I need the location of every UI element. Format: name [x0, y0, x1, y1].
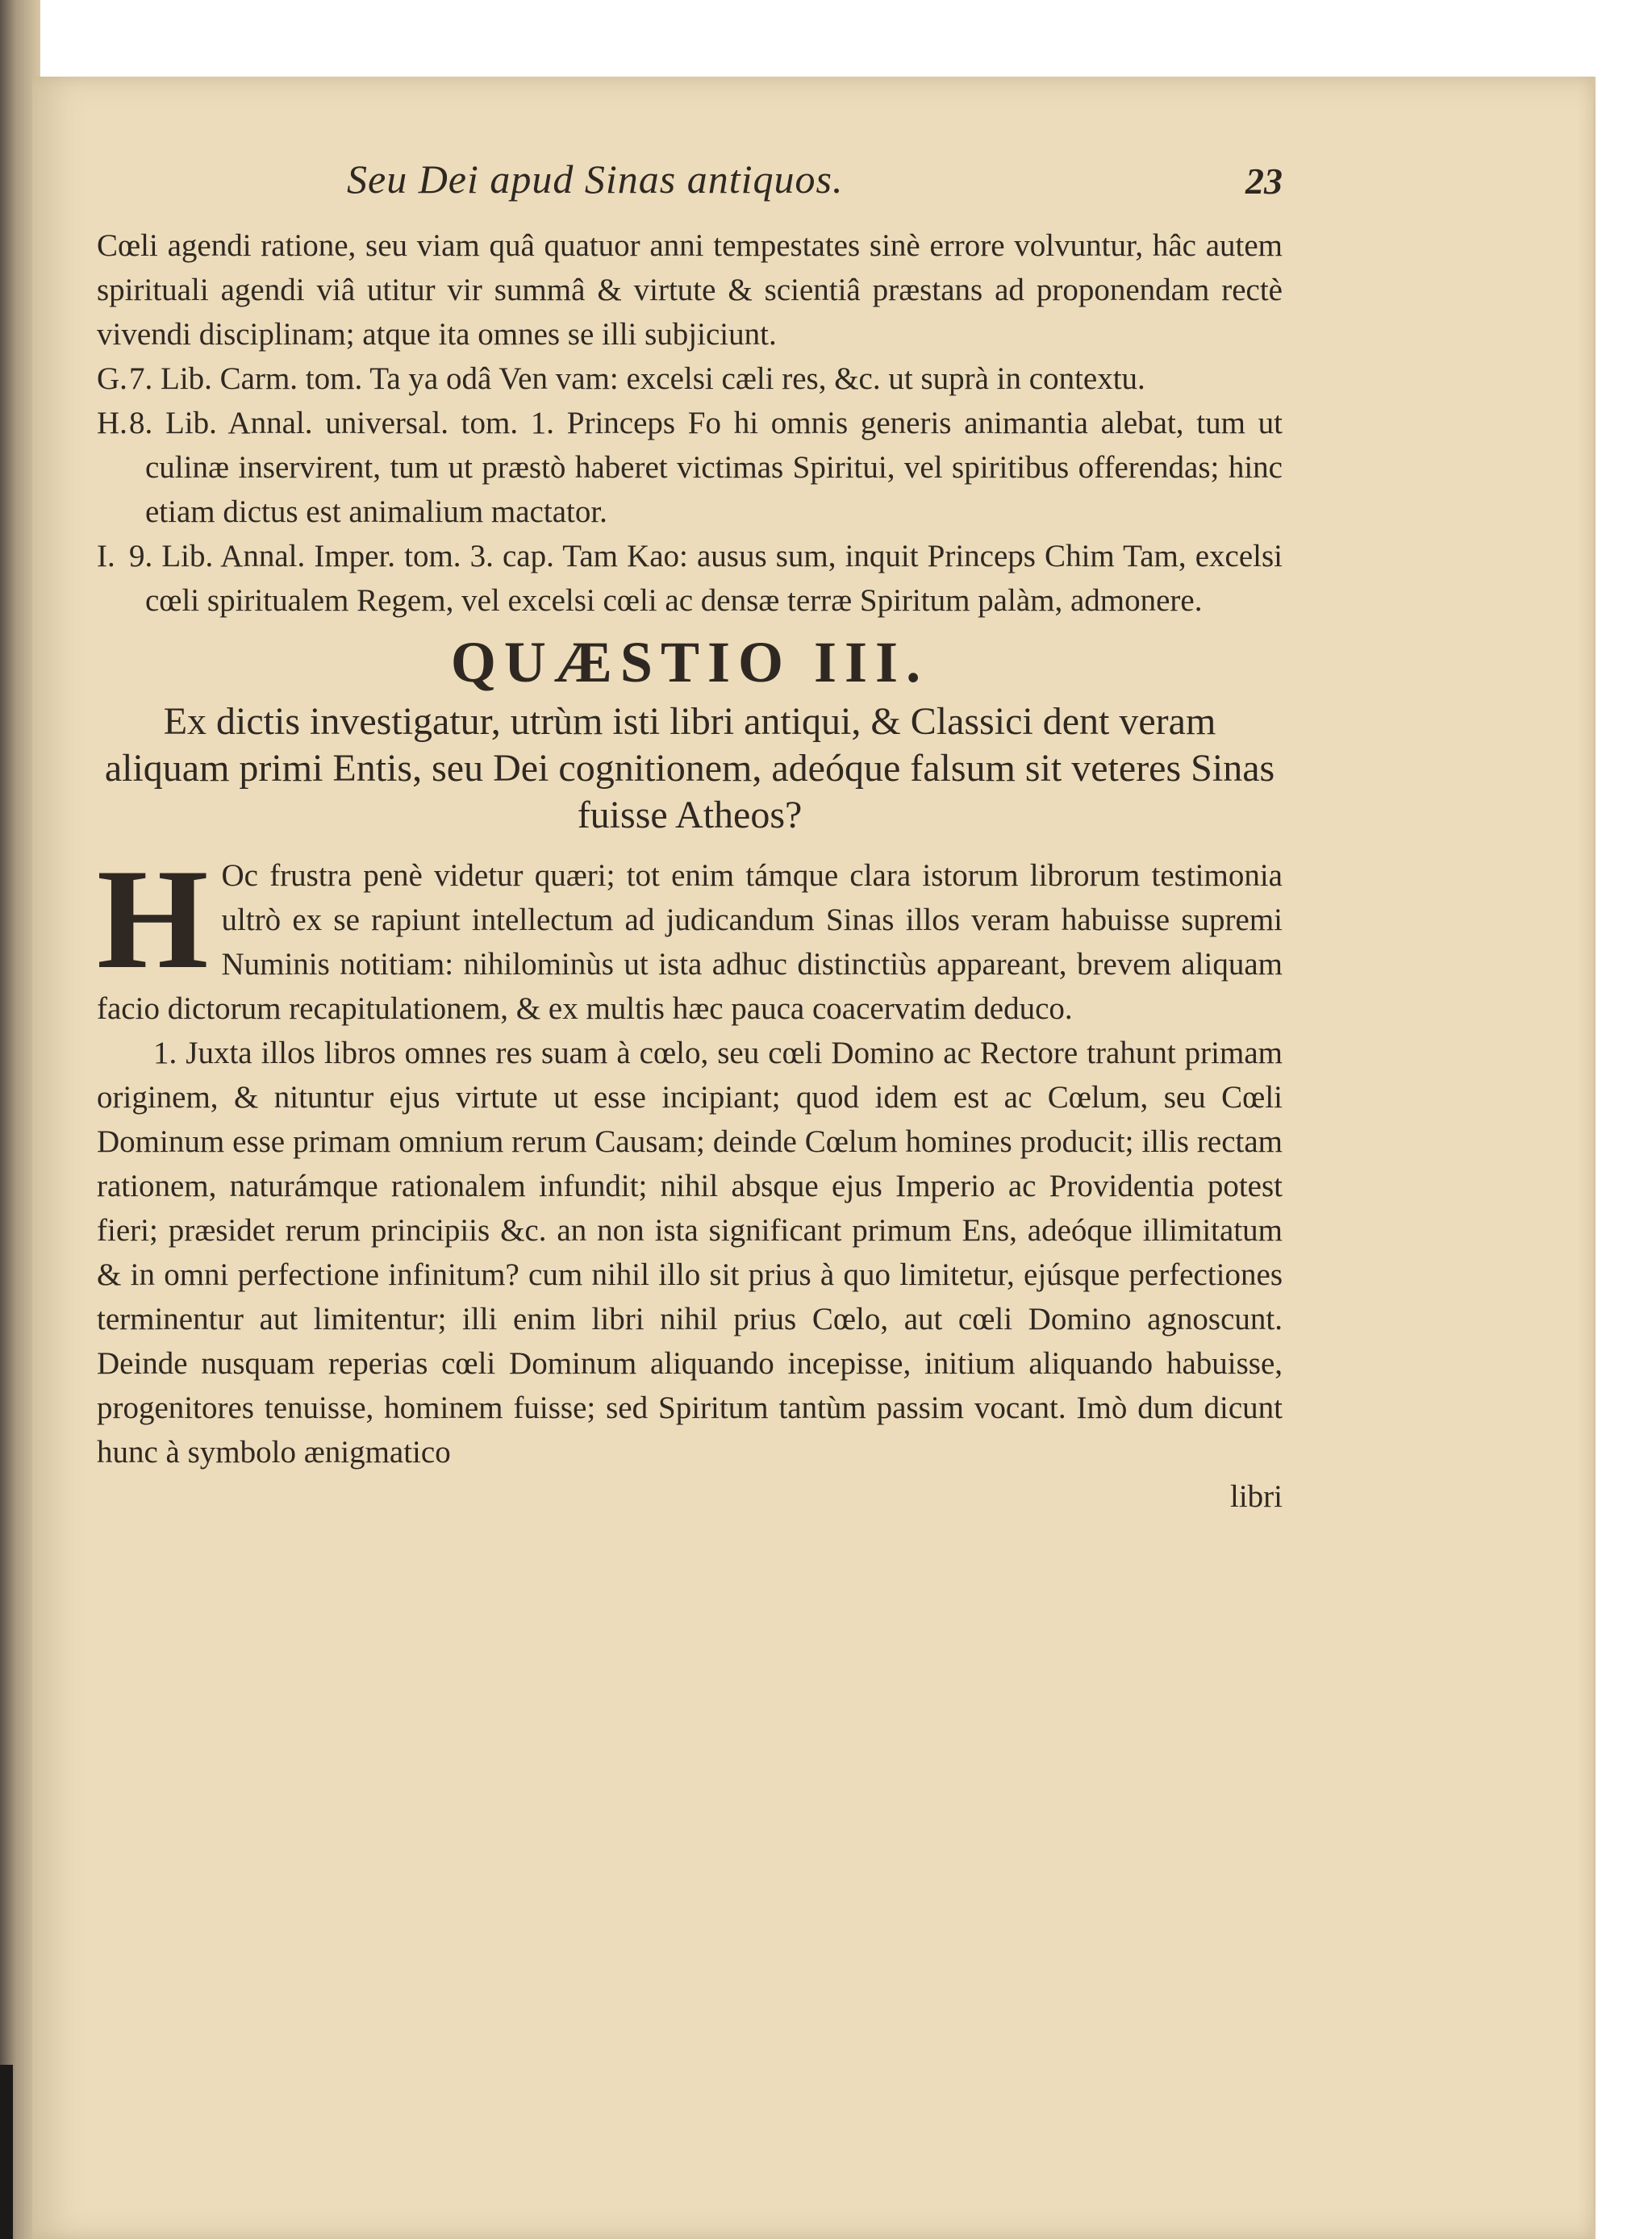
body-paragraph-1 — [97, 839, 1283, 1031]
body-paragraph-1-text: Oc frustra penè videtur quæri; tot enim támque clara istorum librorum testimonia ultrò ex se rapiunt intellectum ad judicandum Sinas illos veram habuisse supremi Numinis notitiam: nihilominùs ut ista adhuc distinctiùs appareant, brevem aliquam facio dictorum recapitulationem, & ex multis hæc pauca coacervatim deduco. — [97, 858, 1283, 1026]
note-label: H. — [97, 406, 127, 440]
running-title: Seu Dei apud Sinas antiquos. — [347, 156, 844, 202]
note-g — [97, 356, 1283, 401]
drop-cap: H — [97, 839, 209, 999]
catchword: libri — [1230, 1479, 1283, 1514]
note-h — [97, 401, 1283, 534]
body-paragraph-2: 1. Juxta illos libros omnes res suam à cœlo, seu cœli Domino ac Rectore trahunt primam originem, & nituntur ejus virtute ut esse incipiant; quod idem est ac Cœlum, seu Cœli Dominum esse primam omnium rerum Causam; deinde Cœlum homines producit; illis rectam rationem, naturámque rationalem infundit; nihil absque ejus Imperio ac Providentia potest fieri; præsidet rerum principiis &c. an non ista significant primum Ens, adeóque illimitatum & in omni perfectione infinitum? cum nihil illo sit prius à quo limitetur, ejúsque perfectiones terminentur aut limitentur; illi enim libri nihil prius Cœlo, aut cœli Domino agnoscunt. Deinde nusquam reperias cœli Dominum aliquando incepisse, initium aliquando habuisse, progenitores tenuisse, hominem fuisse; sed Spiritum tantùm passim vocant. Imò dum dicunt hunc à symbolo ænigmatico — [97, 1036, 1283, 1470]
page-content — [97, 157, 1283, 1519]
note-label: G. — [97, 361, 127, 396]
note-text: 9. Lib. Annal. Imper. tom. 3. cap. Tam Kao: ausus sum, inquit Princeps Chim Tam, excelsi cœli spiritualem Regem, vel excelsi cœli ac densæ terræ Spiritum palàm, admonere. — [129, 539, 1283, 618]
note-i — [97, 534, 1283, 623]
running-head — [97, 157, 1283, 222]
note-text: 7. Lib. Carm. tom. Ta ya odâ Ven vam: excelsi cæli res, &c. ut suprà in contextu. — [129, 361, 1145, 396]
opening-paragraph: Cœli agendi ratione, seu viam quâ quatuor anni tempestates sinè errore volvuntur, hâc autem spirituali agendi viâ utitur vir summâ & virtute & scientiâ præstans ad proponendam rectè vivendi disciplinam; atque ita omnes se illi subjiciunt. — [97, 228, 1283, 352]
question-subtitle: Ex dictis investigatur, utrùm isti libri antiqui, & Classici dent veram aliquam primi Entis, seu Dei cognitionem, adeóque falsum sit veteres Sinas fuisse Atheos? — [104, 700, 1275, 836]
note-label: I. — [97, 539, 115, 573]
book-page — [32, 77, 1596, 2239]
page-number: 23 — [1245, 161, 1283, 202]
scan-edge — [0, 2065, 13, 2239]
question-heading: QUÆSTIO III. — [450, 630, 929, 694]
note-text: 8. Lib. Annal. universal. tom. 1. Princeps Fo hi omnis generis animantia alebat, tum ut culinæ inservirent, tum ut præstò haberet victimas Spiritui, vel spiritibus offerendas; hinc etiam dictus est animalium mactator. — [129, 406, 1283, 529]
